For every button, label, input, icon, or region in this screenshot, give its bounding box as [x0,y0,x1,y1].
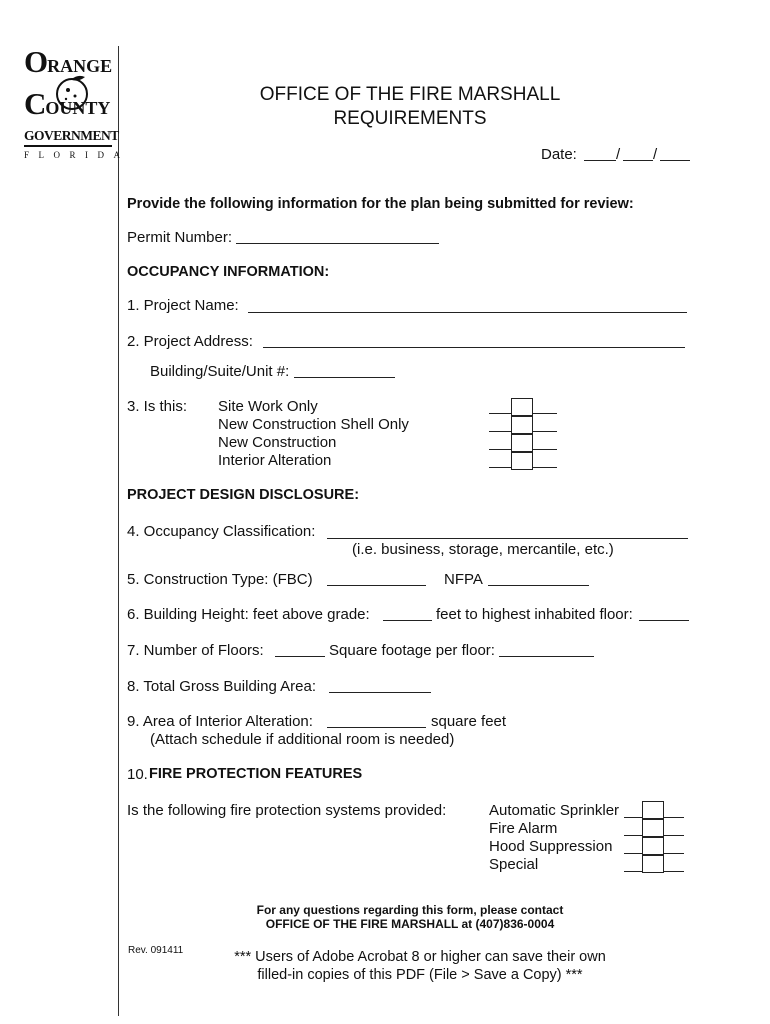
fire-question: Is the following fire protection systems provided: [127,802,447,819]
page-title: OFFICE OF THE FIRE MARSHALL [259,84,561,105]
occupancy-classification-hint: (i.e. business, storage, mercantile, etc.) [352,541,614,558]
option-interior-alteration: Interior Alteration [218,452,332,469]
highest-floor-field[interactable] [639,620,689,621]
logo-orange-text: ORANGE [24,44,113,79]
project-address-field[interactable] [263,347,685,348]
building-height-field[interactable] [383,620,432,621]
acrobat-note-line-1: *** Users of Adobe Acrobat 8 or higher can save their own [234,949,606,965]
option-site-work: Site Work Only [218,398,318,415]
intro-text: Provide the following information for the plan being submitted for review: [127,196,634,212]
option-automatic-sprinkler: Automatic Sprinkler [489,802,620,819]
permit-number-label: Permit Number: [127,229,233,246]
hood-suppression-checkbox[interactable] [642,837,664,855]
automatic-sprinkler-checkbox[interactable] [642,801,664,819]
contact-line-1: For any questions regarding this form, please contact [256,903,564,917]
alteration-area-hint: (Attach schedule if additional room is needed) [150,731,455,748]
shell-only-checkbox[interactable] [511,416,533,434]
unit-label: Building/Suite/Unit #: [150,363,290,380]
date-separator: / [616,146,621,163]
nfpa-label: NFPA [444,571,483,588]
gross-area-field[interactable] [329,692,431,693]
project-name-field[interactable] [248,312,687,313]
project-address-label: 2. Project Address: [127,333,253,350]
date-year-field[interactable] [660,160,690,161]
number-of-floors-label: 7. Number of Floors: [127,642,264,659]
alteration-area-field[interactable] [327,727,426,728]
occupancy-classification-field[interactable] [327,538,688,539]
logo-government-text: GOVERNMENT [24,128,119,143]
date-month-field[interactable] [584,160,616,161]
highest-floor-label: feet to highest inhabited floor: [436,606,633,623]
option-shell-only: New Construction Shell Only [218,416,409,433]
occupancy-heading: OCCUPANCY INFORMATION: [127,264,330,280]
permit-number-field[interactable] [236,243,439,244]
special-checkbox[interactable] [642,855,664,873]
logo-rule [24,145,112,147]
date-day-field[interactable] [623,160,653,161]
orange-county-logo [22,44,130,164]
logo-county-text: COUNTY [24,86,111,121]
option-new-construction: New Construction [218,434,337,451]
construction-type-nfpa-field[interactable] [488,585,589,586]
site-work-checkbox[interactable] [511,398,533,416]
fire-alarm-checkbox[interactable] [642,819,664,837]
project-name-label: 1. Project Name: [127,297,239,314]
fire-section-number: 10. [127,766,148,783]
option-special: Special [489,856,539,873]
revision-label: Rev. 091411 [128,945,184,956]
construction-type-label: 5. Construction Type: (FBC) [127,571,313,588]
construction-type-fbc-field[interactable] [327,585,426,586]
is-this-label: 3. Is this: [127,398,188,415]
unit-field[interactable] [294,377,395,378]
design-heading: PROJECT DESIGN DISCLOSURE: [127,487,360,503]
page-subtitle: REQUIREMENTS [333,108,487,129]
option-hood-suppression: Hood Suppression [489,838,613,855]
square-footage-label: Square footage per floor: [329,642,495,659]
interior-alteration-checkbox[interactable] [511,452,533,470]
date-label: Date: [541,146,577,163]
date-separator: / [653,146,658,163]
building-height-label: 6. Building Height: feet above grade: [127,606,370,623]
gross-area-label: 8. Total Gross Building Area: [127,678,316,695]
alteration-area-label: 9. Area of Interior Alteration: [127,713,313,730]
square-footage-field[interactable] [499,656,594,657]
new-construction-checkbox[interactable] [511,434,533,452]
number-of-floors-field[interactable] [275,656,325,657]
occupancy-classification-label: 4. Occupancy Classification: [127,523,316,540]
square-feet-label: square feet [431,713,507,730]
vertical-divider [118,46,119,1016]
fire-heading: FIRE PROTECTION FEATURES [149,766,363,782]
option-fire-alarm: Fire Alarm [489,820,558,837]
logo-florida-text: FLORIDA [24,150,130,160]
acrobat-note-line-2: filled-in copies of this PDF (File > Save a Copy) *** [257,967,583,983]
contact-line-2: OFFICE OF THE FIRE MARSHALL at (407)836-0004 [265,917,555,931]
